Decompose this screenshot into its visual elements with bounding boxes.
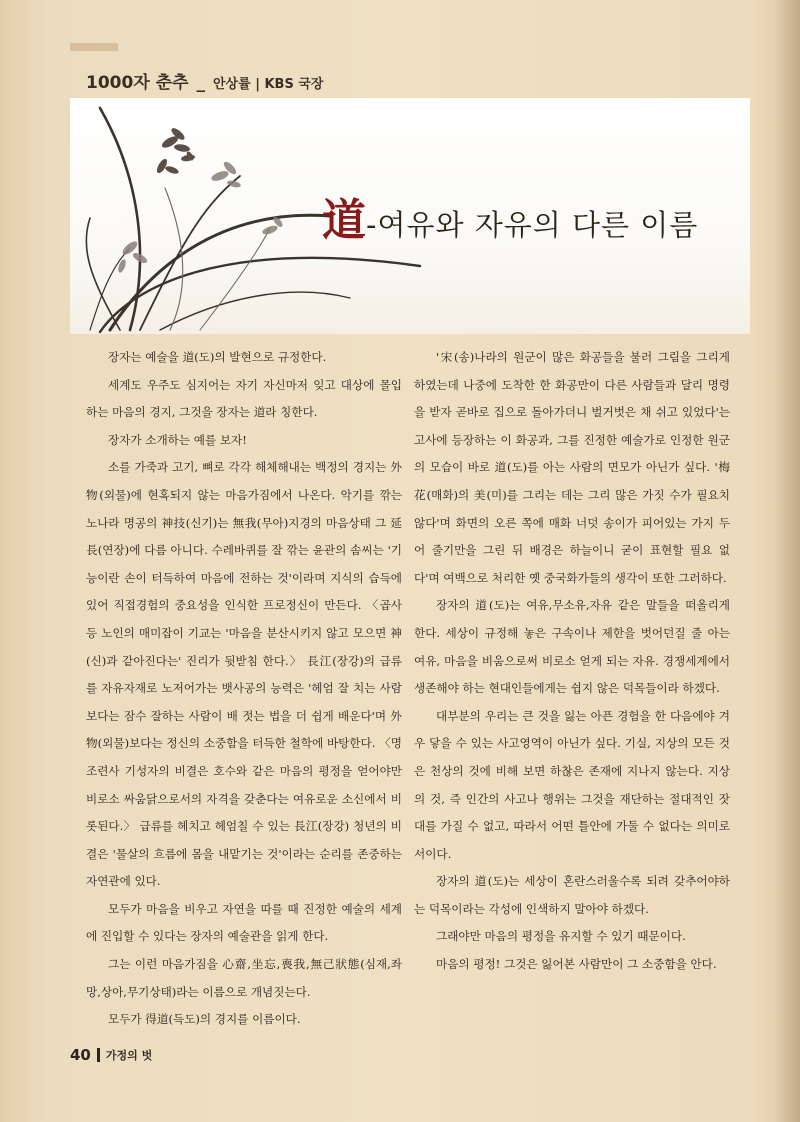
page-number: 40	[70, 1046, 91, 1064]
paragraph: 그래야만 마음의 평정을 유지할 수 있기 때문이다.	[436, 929, 686, 944]
paragraph: '宋(송)나라의 원군이 많은 화공들을 불러 그림을 그리게 하였는데 나중에 도착한 한 화공만이 다른 사람들과 달리 명령을 받자 곧바로 집으로 돌아가더니 벌거벗은 채 쉬고 있었다'는 고사에 등장하는 이 화공과, 그를 진정한 예술가로 인정한 원군의 모습이 바로 道(도)를 아는 사람의 면모가 아닌가 싶다. '梅花(매화)의 美(미)를 그리는 데는 그리 많은 가짓 수가 필요치 않다'며 화면의 오른 쪽에 매화 너덧 송이가 피어있는 가지 두어 줄기만을 그린 뒤 배경은 하늘이니 굳이 표현할 필요 없다'며 여백으로 처리한 옛 중국화가들의 생각이 또한 그러하다.	[414, 350, 730, 585]
binding-edge-shadow	[774, 0, 800, 1122]
footer-divider	[97, 1048, 100, 1062]
paragraph: 모두가 得道(득도)의 경지를 이름이다.	[108, 1012, 301, 1027]
paragraph: 장자는 예술을 道(도)의 발현으로 규정한다.	[108, 350, 327, 364]
paragraph: 그는 이런 마음가짐을 心齋,坐忘,喪我,無己狀態(심재,좌망,상아,무기상태)라는 이름으로 개념짓는다.	[86, 957, 402, 999]
page-tab-mark	[70, 43, 118, 51]
paragraph: 장자의 道(도)는 여유,무소유,자유 같은 말들을 떠올리게 한다. 세상이 규정해 놓은 구속이나 제한을 벗어던질 줄 아는 여유, 마음을 비움으로써 비로소 얻게 되는 자유. 경쟁세계에서 생존해야 하는 현대인들에게는 쉽지 않은 덕목들이라 하겠다.	[414, 598, 730, 696]
series-title: 1000자 춘추	[86, 73, 189, 93]
paragraph: 세계도 우주도 심지어는 자기 자신마저 잊고 대상에 몰입하는 마음의 경지, 그것을 장자는 道라 칭한다.	[86, 377, 402, 420]
title-hanja: 道	[322, 195, 366, 246]
paragraph: 모두가 마음을 비우고 자연을 따를 때 진정한 예술의 세계에 진입할 수 있다는 장자의 예술관을 읽게 한다.	[86, 901, 402, 944]
author-byline: 안상률 | KBS 국장	[213, 77, 324, 92]
title-text: -여유와 자유의 다른 이름	[366, 208, 699, 242]
paragraph: 소를 가죽과 고기, 뼈로 각각 해체해내는 백정의 경지는 外物(외물)에 현혹되지 않는 마음가짐에서 나온다. 악기를 깎는 노나라 명공의 神技(신기)는 無我(무아)지경의 마음상태 그 延長(연장)에 다름 아니다. 수레바퀴를 잘 깎는 윤관의 솜씨는 '기능이란 손이 터득하여 마음에 전하는 것'이라며 지식의 습득에 있어 직접경험의 중요성을 인식한 프로정신이 만든다. 〈곱사등 노인의 매미잡이 기교는 '마음을 분산시키지 않고 모으면 神(신)과 같아진다는' 진리가 뒷받침 한다.〉 長江(장강)의 급류를 자유자재로 노저어가는 뱃사공의 능력은 '헤엄 잘 치는 사람보다는 잠수 잘하는 사람이 배 젓는 법을 더 쉽게 배운다'며 外物(외물)보다는 정신의 소중함을 터득한 철학에 바탕한다. 〈명조련사 기성자의 비결은 호수와 같은 마음의 평정을 얻어야만 비로소 싸움닭으로서의 자격을 갖춘다는 여유로운 소신에서 비롯된다.〉 급류를 헤치고 헤엄칠 수 있는 長江(장강) 청년의 비결은 '물살의 흐름에 몸을 내맡기는 것'이라는 순리를 존중하는 자연관에 있다.	[86, 460, 402, 889]
article-title	[322, 184, 698, 248]
paragraph: 마음의 평정! 그것은 잃어본 사람만이 그 소중함을 안다.	[436, 957, 717, 972]
page-footer	[70, 1046, 152, 1064]
magazine-name: 가정의 벗	[105, 1049, 153, 1062]
paragraph: 대부분의 우리는 큰 것을 잃는 아픈 경험을 한 다음에야 겨우 닿을 수 있는 사고영역이 아닌가 싶다. 기실, 지상의 모든 것은 천상의 것에 비해 보면 하찮은 존재에 지나지 않는다. 지상의 것, 즉 인간의 사고나 행위는 그것을 재단하는 절대적인 잣대를 가질 수 없고, 따라서 어떤 틀안에 가둘 수 없다는 의미로서이다.	[414, 708, 730, 861]
section-header	[86, 68, 324, 93]
right-column	[414, 344, 730, 979]
paragraph: 장자의 道(도)는 세상이 혼란스러울수록 되려 갖추어야하는 덕목이라는 각성에 인색하지 말아야 하겠다.	[414, 874, 730, 916]
series-dash: _	[196, 73, 205, 93]
left-column	[86, 344, 402, 1034]
paragraph: 장자가 소개하는 예를 보자!	[108, 432, 247, 447]
